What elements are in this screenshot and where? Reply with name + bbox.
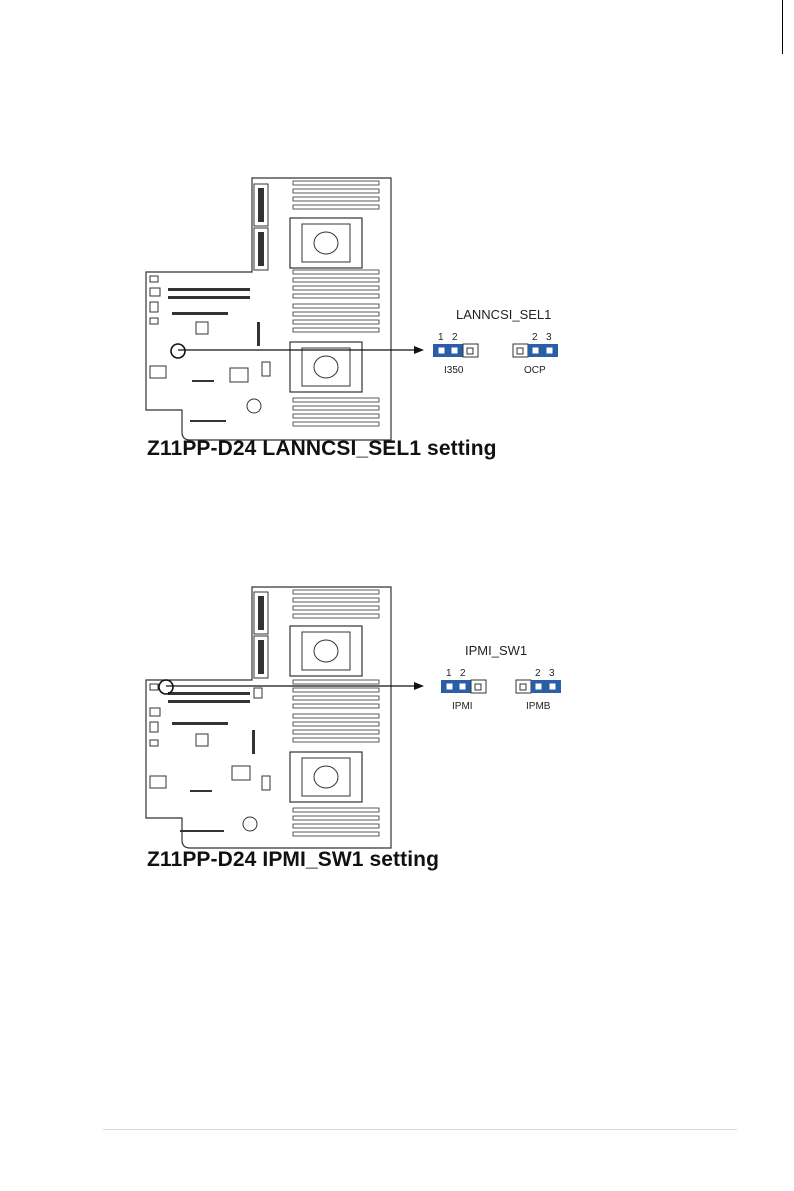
jumper-name: IPMI_SW1 [465, 643, 528, 658]
jumper-option-b [516, 680, 561, 693]
cpu-socket-2 [290, 752, 362, 802]
pin-number: 1 [438, 332, 444, 343]
pin-number: 3 [546, 332, 552, 343]
jumper-name: LANNCSI_SEL1 [456, 307, 552, 322]
jumper-figure-lanncsi [0, 170, 794, 470]
arrow-head [414, 346, 424, 354]
motherboard-diagram [0, 170, 794, 470]
cpu-socket-1 [290, 218, 362, 268]
pin-number: 1 [446, 668, 452, 679]
footer-rule [103, 1129, 737, 1130]
jumper-option-a [433, 344, 478, 357]
pin-number: 2 [452, 332, 458, 343]
crop-mark [782, 0, 783, 54]
jumper-figure-ipmi [0, 580, 794, 880]
pin-number: 2 [532, 332, 538, 343]
option-a-label: I350 [444, 365, 464, 376]
option-a-label: IPMI [452, 701, 473, 712]
jumper-option-a [441, 680, 486, 693]
pin-number: 2 [535, 668, 541, 679]
option-b-label: OCP [524, 365, 546, 376]
figure-caption: Z11PP-D24 IPMI_SW1 setting [147, 848, 440, 871]
figure-caption: Z11PP-D24 LANNCSI_SEL1 setting [147, 437, 497, 460]
pin-number: 2 [460, 668, 466, 679]
pin-number: 3 [549, 668, 555, 679]
option-b-label: IPMB [526, 701, 551, 712]
jumper-option-b [513, 344, 558, 357]
motherboard-diagram [0, 580, 794, 880]
cpu-socket-1 [290, 626, 362, 676]
arrow-head [414, 682, 424, 690]
